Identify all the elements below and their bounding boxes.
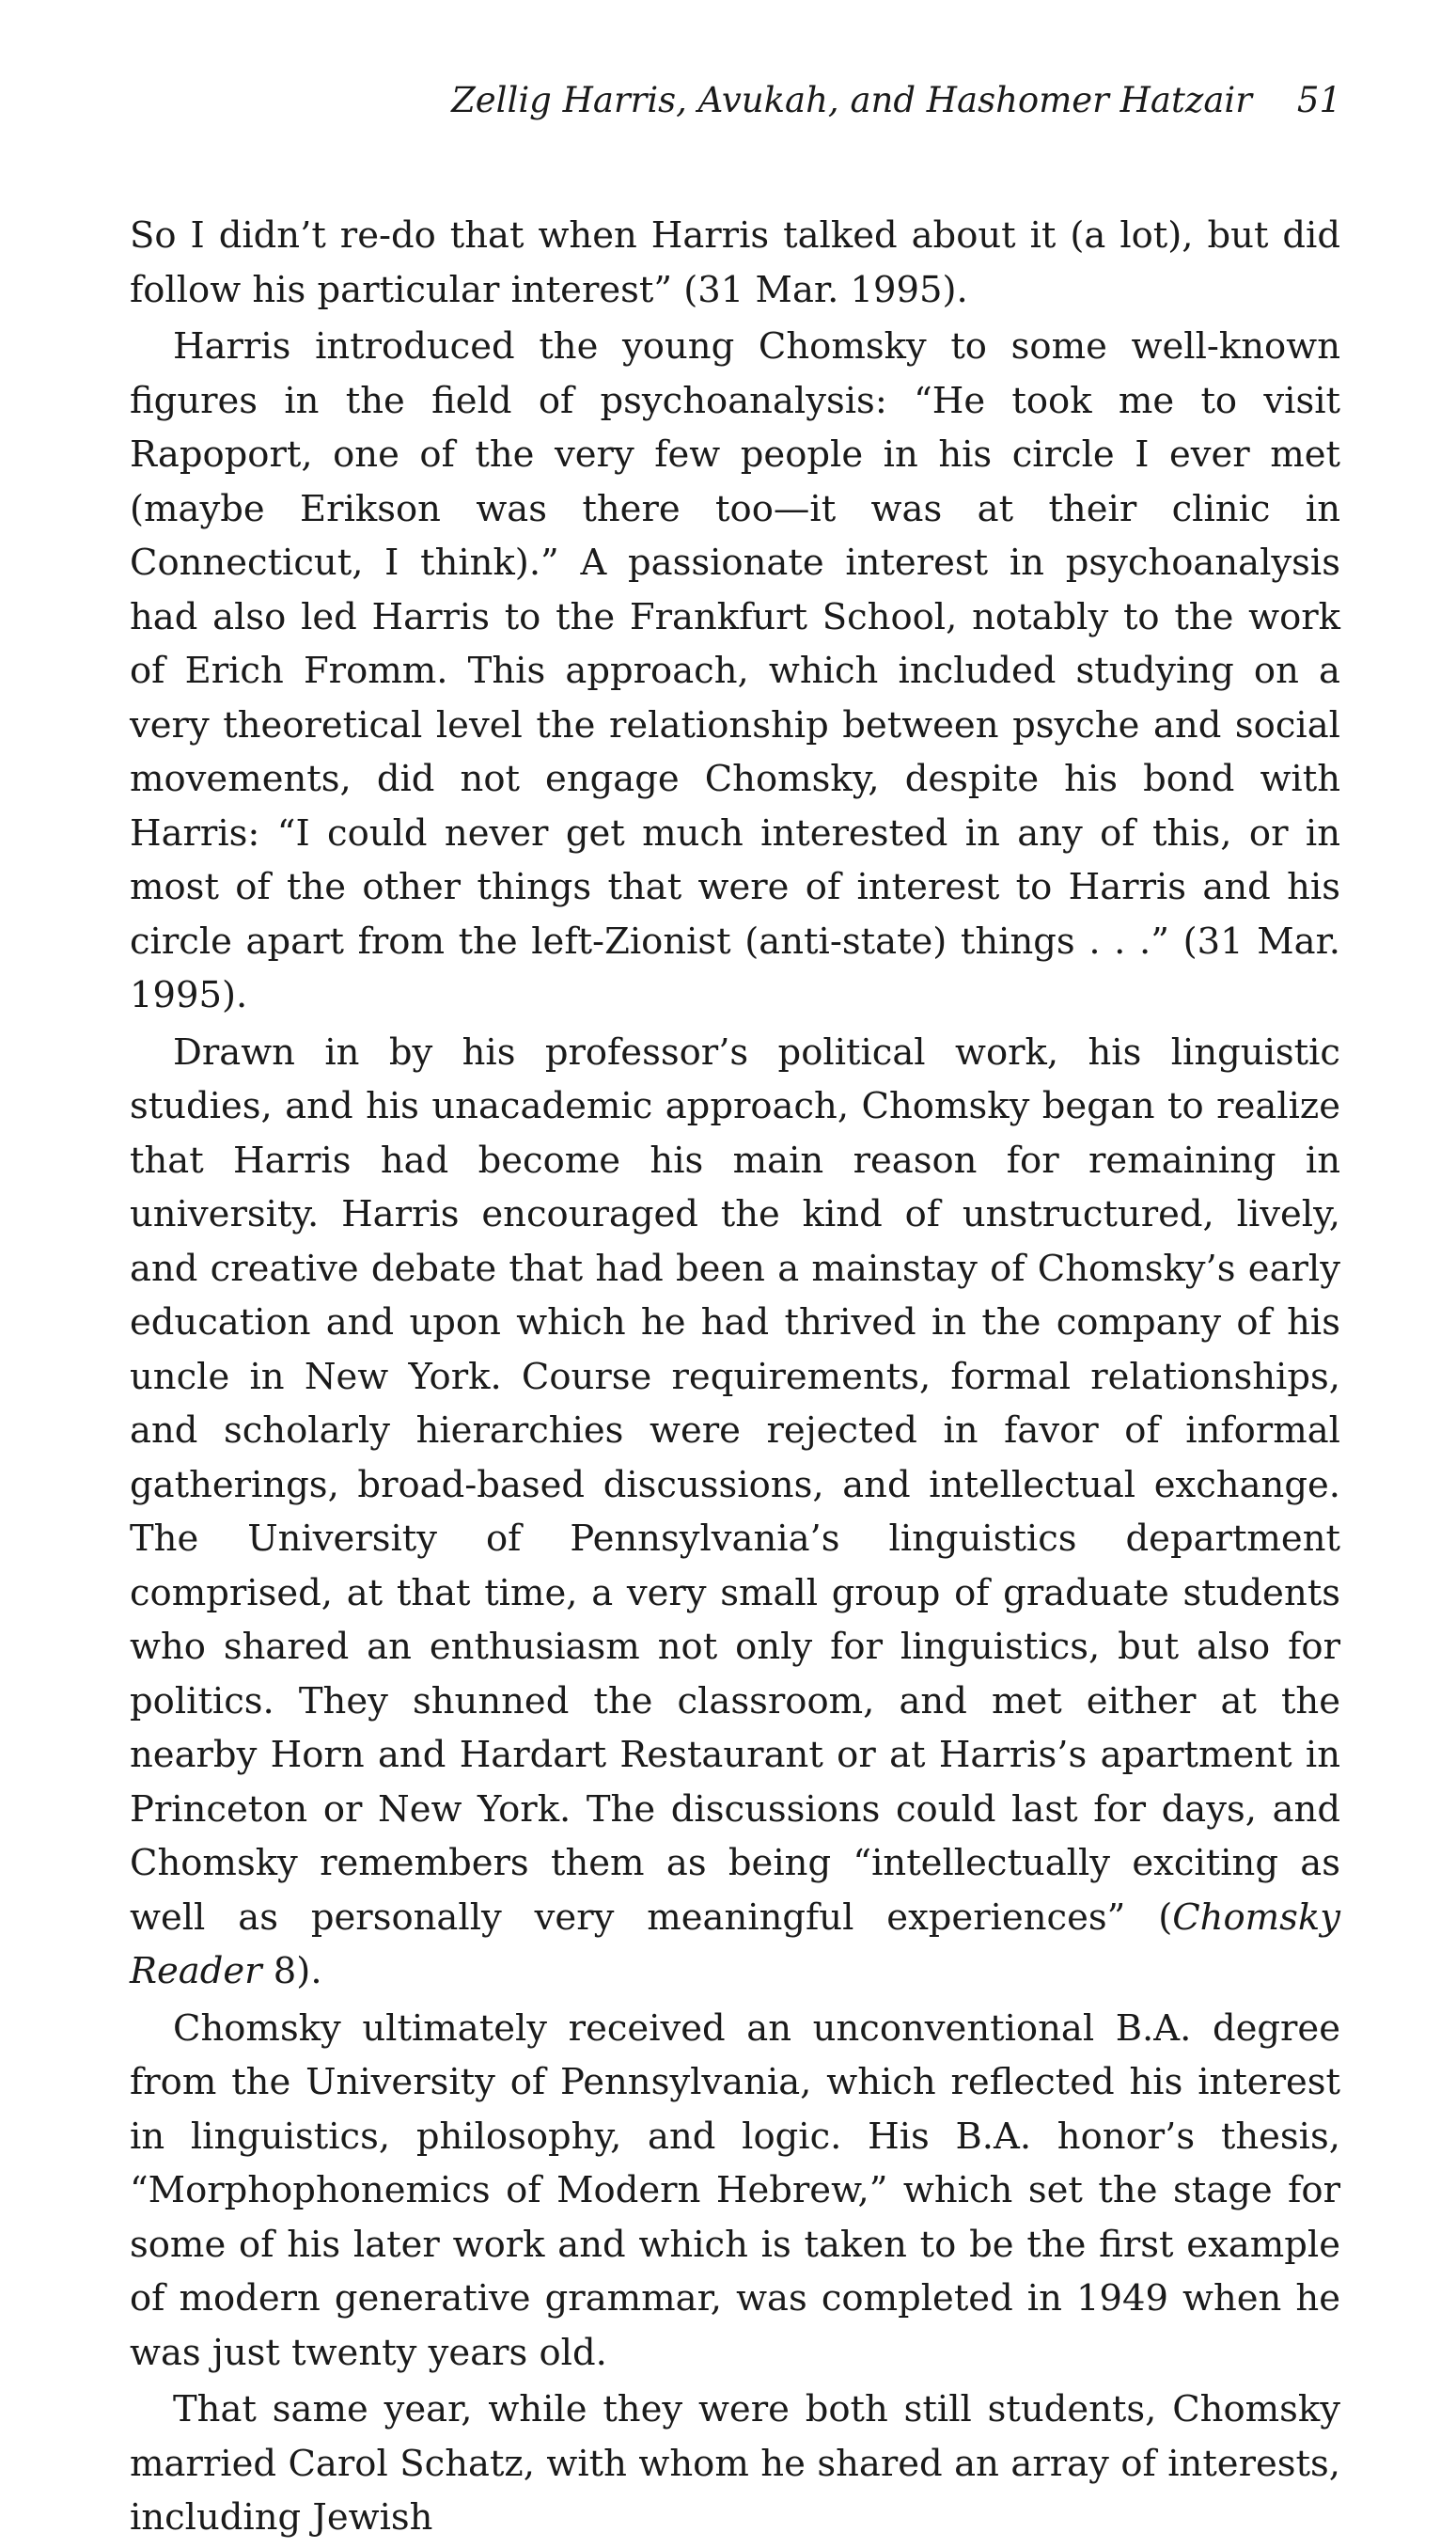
cited-work-title: Chomsky Reader bbox=[130, 1895, 1340, 1992]
running-head bbox=[451, 80, 1341, 120]
paragraph-psychoanalysis: Harris introduced the young Chomsky to some well-known figures in the field of psychoanalysis: “He took me to visit Rapoport, one of the very few people in his circle I ever met (maybe Erikson was there too—it was at their clinic in Connecticut, I think).” A passionate interest in psychoanalysis had also led Harris to the Frankfurt School, notably to the work of Erich Fromm. This approach, which included studying on a very theoretical level the relationship between psyche and social movements, did not engage Chomsky, despite his bond with Harris: “I could never get much interested in any of this, or in most of the other things that were of interest to Harris and his circle apart from the left-Zionist (anti-state) things . . .” (31 Mar. 1995). bbox=[130, 325, 1340, 1016]
paragraph-text: Drawn in by his professor’s political work, his linguistic studies, and his unacademic approach, Chomsky began to realize that Harris had become his main reason for remaining in university. Harris encouraged the kind of unstructured, lively, and creative debate that had been a mainstay of Chomsky’s early education and upon which he had thrived in the company of his uncle in New York. Course requirements, formal relationships, and scholarly hierarchies were rejected in favor of informal gatherings, broad-based discussions, and intellectual exchange. The University of Pennsylvania’s linguistics department comprised, at that time, a very small group of graduate students who shared an enthusiasm not only for linguistics, but also for politics. They shunned the classroom, and met either at the nearby Horn and Hardart Restaurant or at Harris’s apartment in Princeton or New York. The discussions could last for days, and Chomsky remembers them as being “intellectually exciting as well as personally very meaningful experiences” ( bbox=[130, 1030, 1340, 1939]
paragraph-ba-degree: Chomsky ultimately received an unconventional B.A. degree from the University of Pennsylvania, which reflected his interest in linguistics, philosophy, and logic. His B.A. honor’s thesis, “Morphophonemics of Modern Hebrew,” which set the stage for some of his later work and which is taken to be the first example of modern generative grammar, was completed in 1949 when he was just twenty years old. bbox=[130, 2006, 1340, 2374]
paragraph-harris-influence bbox=[130, 1026, 1340, 1999]
paragraph-continued: So I didn’t re-do that when Harris talked about it (a lot), but did follow his particular interest” (31 Mar. 1995). bbox=[130, 214, 1340, 311]
body-text bbox=[130, 209, 1340, 2548]
paragraph-marriage: That same year, while they were both still students, Chomsky married Carol Schatz, with whom he shared an array of interests, including Jewish bbox=[130, 2388, 1340, 2539]
paragraph-text: 8). bbox=[261, 1950, 322, 1992]
page-number: 51 bbox=[1296, 80, 1341, 120]
running-title: Zellig Harris, Avukah, and Hashomer Hatzair bbox=[451, 80, 1252, 120]
